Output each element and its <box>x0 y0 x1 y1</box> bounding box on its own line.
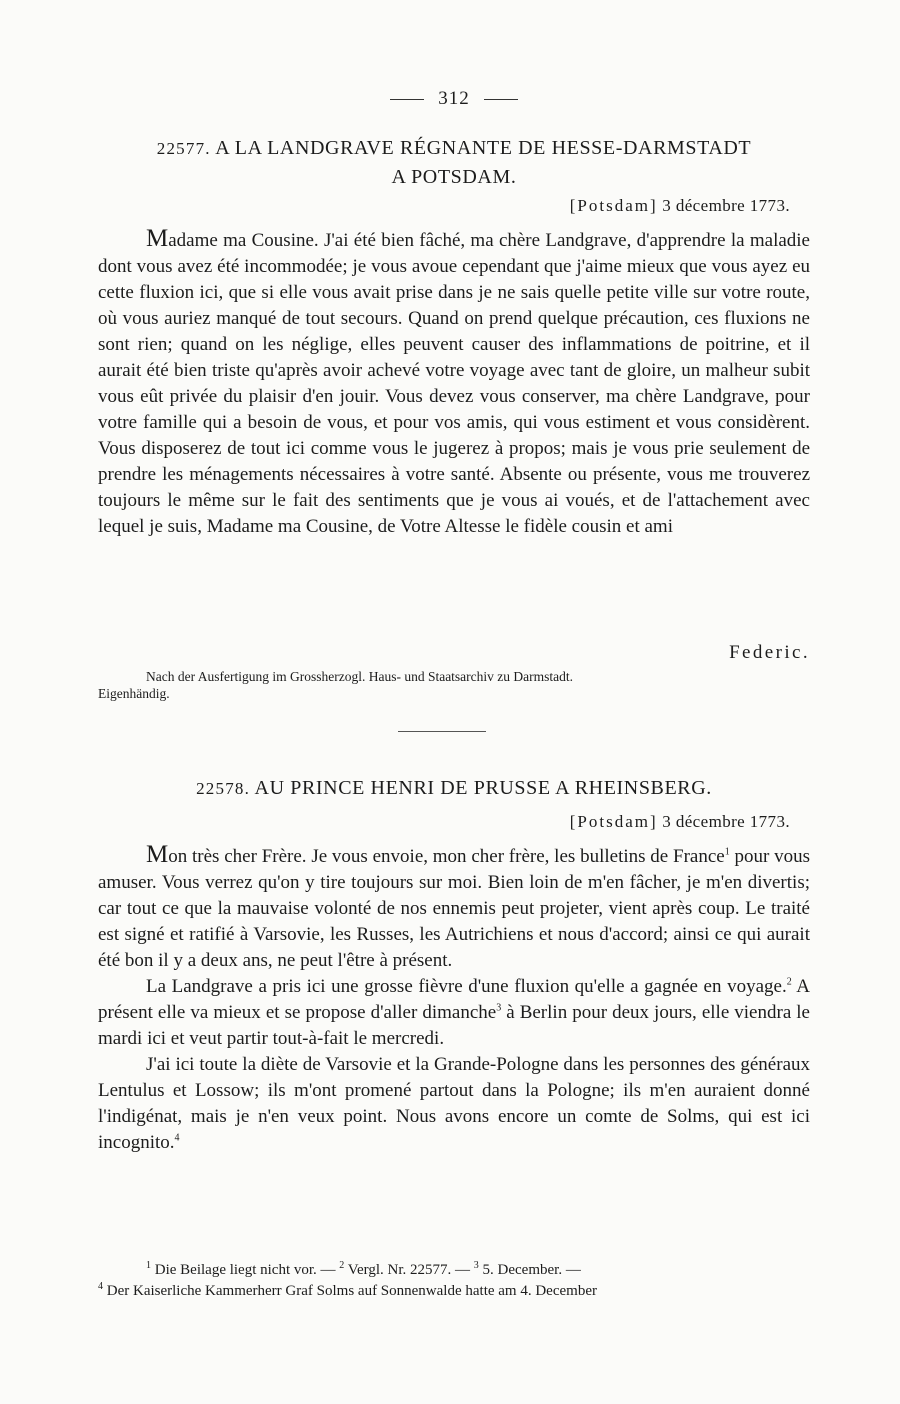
letter2-p1-text-b: pour vous amuser. Vous verrez qu'on y tire toujours sur moi. Bien loin de m'en fâcher, je m'en divertis; car tout ce que la mauvaise volonté de nos ennemis peut projeter, vient après coup. Le traité est signé et ratifié à Varsovie, les Russes, les Autrichiens et nous d'accord; ainsi ce qui aurait été bon il y a deux ans, ne peut l'être à présent. <box>98 846 810 971</box>
letter2-heading <box>98 774 810 803</box>
letter2-dateline <box>570 812 790 832</box>
footnote-1: Die Beilage liegt nicht vor. — <box>154 1262 336 1278</box>
letter2-p3-text: J'ai ici toute la diète de Varsovie et la Grande-Pologne dans les personnes des généraux Lentulus et Lossow; ils m'ont promené partout dans la Pologne; ils m'en auraient donné l'indigénat, mais je n'en veux point. Nous avons encore un comte de Solms, qui est ici incognito. <box>98 1054 810 1153</box>
letter1-signature: Federic. <box>729 642 810 663</box>
letter1-text: adame ma Cousine. J'ai été bien fâché, ma chère Landgrave, d'apprendre la maladie dont vous avez été incommodée; je vous avoue cependant que j'aime mieux que vous ayez eu cette fluxion ici, que si elle vous avait prise dans je ne sais quelle petite ville sur votre route, où vous auriez manqué de tout secours. Quand on prend quelque précaution, ces fluxions ne sont rien; quand on les néglige, elles peuvent causer des inflammations de poitrine, et il aurait été bien triste qu'après avoir achevé votre voyage avec tant de gloire, un malheur subit vous eût privée du plaisir d'en jouir. Vous devez vous conserver, ma chère Landgrave, pour votre famille qui a besoin de vous, et pour vos amis, qui vous estiment et vous considèrent. Vous disposerez de tout ici comme vous le jugerez à propos; mais je vous prie seulement de prendre les ménagements nécessaires à votre santé. Absente ou présente, vous me trouverez toujours le même sur le fait des sentiments que je vous ai voués, et de l'attachement avec lequel je suis, Madame ma Cousine, de Votre Altesse le fidèle cousin et ami <box>98 230 810 537</box>
letter2-paragraph-2 <box>98 974 810 1052</box>
letter2-p2-text-c: à Berlin pour deux jours, elle viendra le mardi ici et veut partir tout-à-fait le mercredi. <box>98 1002 810 1049</box>
footnote-mark-4: 4 <box>98 1281 103 1292</box>
footnote-2: Vergl. Nr. 22577. — <box>347 1262 471 1278</box>
header-rule-right <box>484 99 518 100</box>
footnote-ref-1: 1 <box>724 846 730 858</box>
letter1-body <box>98 226 810 540</box>
letter2-number: 22578. <box>196 779 251 798</box>
page-number: 312 <box>438 88 470 109</box>
letter2-paragraph-3 <box>98 1052 810 1156</box>
letter1-source-line2: Eigenhändig. <box>98 686 170 701</box>
letter2-title: AU PRINCE HENRI DE PRUSSE A RHEINSBERG. <box>254 777 712 799</box>
footnote-ref-4: 4 <box>174 1132 180 1144</box>
letter1-dateline <box>570 196 790 216</box>
letter1-source-line1: Nach der Ausfertigung im Grossherzogl. Haus- und Staatsarchiv zu Darmstadt. <box>146 669 574 684</box>
section-divider <box>398 731 486 732</box>
page-header <box>98 88 810 112</box>
letter1-title-line1: A LA LANDGRAVE RÉGNANTE DE HESSE-DARMSTADT <box>215 137 752 159</box>
letter2-initial: M <box>146 841 169 868</box>
footnote-3: 5. December. — <box>482 1262 581 1278</box>
footnote-mark-2: 2 <box>339 1260 345 1271</box>
letter2-paragraph-1 <box>98 842 810 974</box>
letter2-body <box>98 842 810 1156</box>
letter1-number: 22577. <box>156 139 211 158</box>
letter2-p2-text-a: La Landgrave a pris ici une grosse fièvre d'une fluxion qu'elle a gagnée en voyage. <box>146 976 787 997</box>
footnote-mark-1: 1 <box>146 1260 151 1271</box>
footnotes <box>98 1260 810 1302</box>
letter1-heading <box>98 134 810 191</box>
footnote-ref-2: 2 <box>786 976 792 988</box>
footnote-ref-3: 3 <box>496 1002 502 1014</box>
header-rule-left <box>390 99 424 100</box>
letter1-date-place: [Potsdam] <box>569 196 658 215</box>
letter1-source-note <box>98 668 810 702</box>
letter2-p2-text-b: A présent elle va mieux et se propose d'aller dimanche <box>98 976 810 1023</box>
letter2-date: 3 décembre 1773. <box>662 812 790 831</box>
letter1-title-line2: A POTSDAM. <box>391 166 517 188</box>
letter1-initial: M <box>146 225 169 252</box>
footnote-4: Der Kaiserliche Kammerherr Graf Solms auf Sonnenwalde hatte am 4. December <box>106 1283 597 1299</box>
letter1-date: 3 décembre 1773. <box>662 196 790 215</box>
letter2-date-place: [Potsdam] <box>569 812 658 831</box>
letter2-p1-text-a: on très cher Frère. Je vous envoie, mon cher frère, les bulletins de France <box>168 846 725 867</box>
footnote-mark-3: 3 <box>473 1260 479 1271</box>
